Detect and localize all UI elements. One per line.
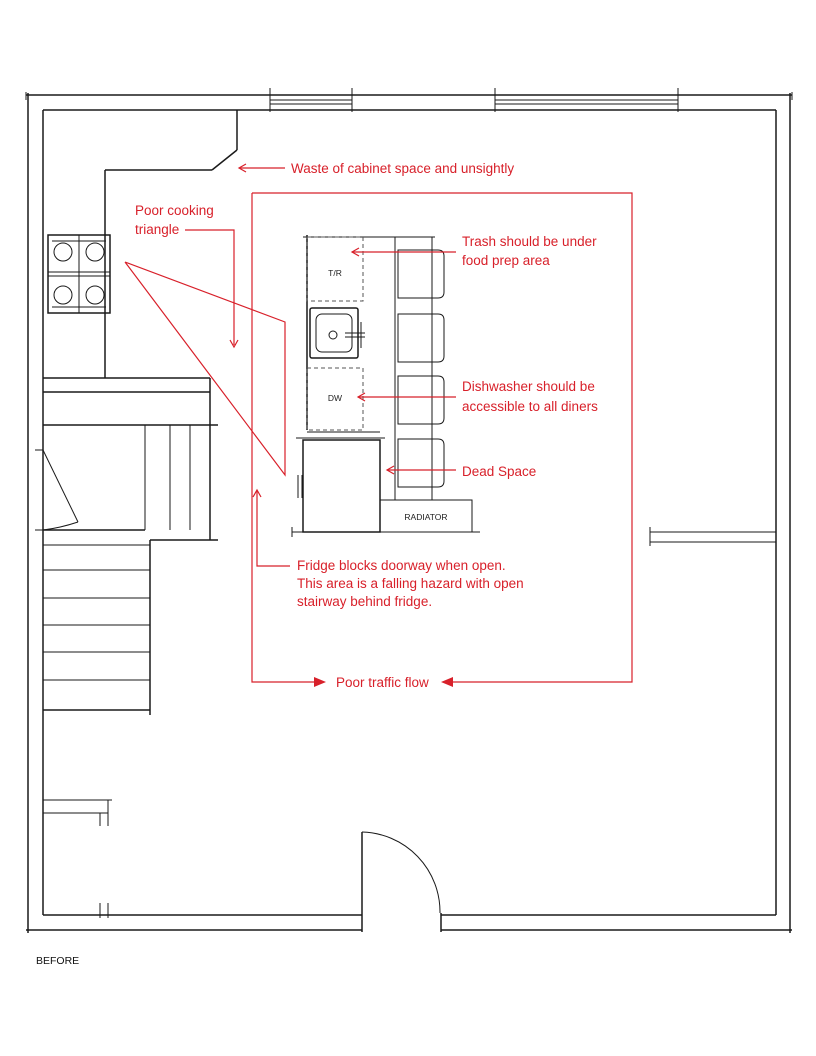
radiator-label: RADIATOR bbox=[404, 512, 448, 522]
right-wall-opening bbox=[650, 527, 776, 546]
trash-note-line-1: Trash should be under bbox=[462, 234, 597, 249]
traffic-flow-note: Poor traffic flow bbox=[336, 675, 429, 690]
lower-left-stubs bbox=[43, 800, 112, 918]
cooking-triangle-note-line-1: Poor cooking bbox=[135, 203, 214, 218]
before-caption: BEFORE bbox=[36, 955, 80, 967]
fridge bbox=[296, 438, 385, 532]
left-door bbox=[35, 450, 78, 530]
island bbox=[303, 235, 444, 500]
fridge-note-line-1: Fridge blocks doorway when open. bbox=[297, 558, 506, 573]
dishwasher-note-line-1: Dishwasher should be bbox=[462, 379, 595, 394]
cabinet-waste-note: Waste of cabinet space and unsightly bbox=[291, 161, 515, 176]
cooking-triangle-note-line-2: triangle bbox=[135, 222, 180, 237]
trash-recycling-label: T/R bbox=[328, 268, 342, 278]
left-counter bbox=[43, 378, 218, 715]
dead-space-note: Dead Space bbox=[462, 464, 537, 479]
top-windows bbox=[270, 88, 678, 112]
fridge-note-line-2: This area is a falling hazard with open bbox=[297, 576, 524, 591]
staircase bbox=[43, 545, 150, 710]
trash-note-line-2: food prep area bbox=[462, 253, 550, 268]
range-cabinets bbox=[48, 110, 237, 378]
dishwasher-note-line-2: accessible to all diners bbox=[462, 399, 598, 414]
dishwasher-label: DW bbox=[327, 393, 343, 403]
fridge-note-line-3: stairway behind fridge. bbox=[297, 594, 433, 609]
entry-door bbox=[362, 832, 440, 913]
